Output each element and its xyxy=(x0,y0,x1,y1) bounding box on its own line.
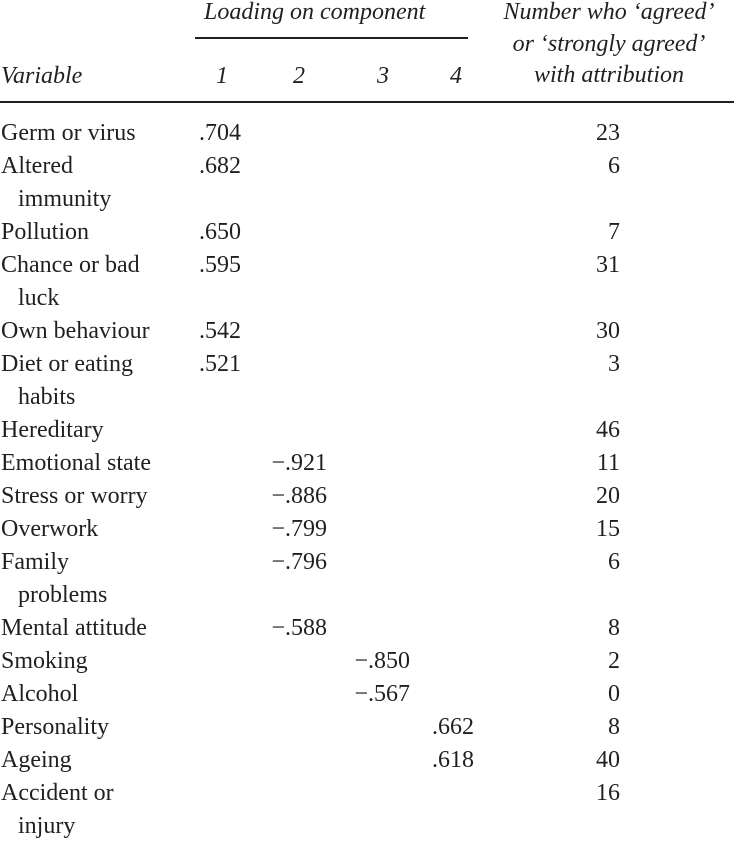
variable-label xyxy=(1,612,147,645)
agreement-count: 2 xyxy=(608,648,620,674)
loading-component-2: −.921 xyxy=(271,450,327,476)
variable-label xyxy=(1,711,109,744)
variable-label-line: Emotional state xyxy=(1,450,151,476)
variable-label-continuation: luck xyxy=(18,285,60,311)
agreement-count: 6 xyxy=(608,153,620,179)
count-header-line-1: Number who ‘agreed’ xyxy=(503,0,715,25)
agreement-count: 31 xyxy=(596,252,620,278)
variable-label-line: Own behaviour xyxy=(1,318,150,344)
component-group-header: Loading on component xyxy=(204,0,426,25)
agreement-count: 8 xyxy=(608,714,620,740)
variable-label-line: Alcohol xyxy=(1,681,79,707)
variable-label-line: Personality xyxy=(1,714,109,740)
loading-component-2: −.796 xyxy=(271,549,327,575)
variable-label xyxy=(1,348,133,414)
count-header-line-3: with attribution xyxy=(533,62,685,88)
variable-label xyxy=(1,513,98,546)
variable-label-line: Stress or worry xyxy=(1,483,148,509)
loading-component-1: .542 xyxy=(199,318,241,344)
agreement-count: 46 xyxy=(596,417,620,443)
variable-label-continuation: injury xyxy=(18,813,76,839)
component-3-header: 3 xyxy=(377,63,389,89)
variable-label-line: Diet or eating xyxy=(1,351,133,377)
variable-label xyxy=(1,546,107,612)
variable-label xyxy=(1,117,136,150)
variable-label xyxy=(1,315,150,348)
variable-label-line: Chance or bad xyxy=(1,252,140,278)
component-1-header: 1 xyxy=(216,63,228,89)
agreement-count: 16 xyxy=(596,780,620,806)
variable-label-line: Altered xyxy=(1,153,73,179)
variable-label-line: Pollution xyxy=(1,219,90,245)
header-bottom-rule xyxy=(0,101,734,103)
agreement-count: 8 xyxy=(608,615,620,641)
variable-label xyxy=(1,414,104,447)
agreement-count: 20 xyxy=(596,483,620,509)
variable-label-line: Mental attitude xyxy=(1,615,147,641)
agreement-count: 23 xyxy=(596,120,620,146)
loading-component-2: −.886 xyxy=(271,483,327,509)
agreement-count: 11 xyxy=(596,450,620,476)
loading-component-1: .650 xyxy=(199,219,241,245)
agreement-count: 15 xyxy=(596,516,620,542)
variable-label xyxy=(1,150,111,216)
loading-component-1: .682 xyxy=(199,153,241,179)
loading-component-3: −.850 xyxy=(354,648,410,674)
variable-label xyxy=(1,744,72,777)
variable-label-line: Germ or virus xyxy=(1,120,136,146)
count-column-header xyxy=(484,0,734,92)
variable-label xyxy=(1,645,88,678)
loading-component-3: −.567 xyxy=(354,681,410,707)
variable-label xyxy=(1,447,151,480)
variable-label-line: Smoking xyxy=(1,648,88,674)
loading-component-1: .595 xyxy=(199,252,241,278)
loading-component-2: −.588 xyxy=(271,615,327,641)
loading-component-1: .521 xyxy=(199,351,241,377)
loading-component-1: .704 xyxy=(199,120,241,146)
agreement-count: 3 xyxy=(608,351,620,377)
variable-label xyxy=(1,249,140,315)
variable-label-continuation: habits xyxy=(18,384,76,410)
variable-label-continuation: immunity xyxy=(18,186,112,212)
variable-label xyxy=(1,480,148,513)
variable-label-continuation: problems xyxy=(18,582,108,608)
variable-label-line: Overwork xyxy=(1,516,99,542)
agreement-count: 6 xyxy=(608,549,620,575)
variable-label-line: Hereditary xyxy=(1,417,104,443)
agreement-count: 0 xyxy=(608,681,620,707)
loading-component-4: .618 xyxy=(432,747,474,773)
loading-component-4: .662 xyxy=(432,714,474,740)
variable-label xyxy=(1,678,78,711)
component-2-header: 2 xyxy=(293,63,305,89)
component-group-rule xyxy=(195,37,468,39)
loading-component-2: −.799 xyxy=(271,516,327,542)
variable-label-line: Ageing xyxy=(1,747,72,773)
variable-column-header: Variable xyxy=(1,63,83,89)
agreement-count: 30 xyxy=(596,318,620,344)
variable-label-line: Family xyxy=(1,549,70,575)
agreement-count: 40 xyxy=(596,747,620,773)
variable-label xyxy=(1,216,89,249)
variable-label xyxy=(1,777,114,843)
component-4-header: 4 xyxy=(450,63,462,89)
count-header-line-2: or ‘strongly agreed’ xyxy=(512,30,706,57)
variable-label-line: Accident or xyxy=(1,780,114,806)
agreement-count: 7 xyxy=(608,219,620,245)
